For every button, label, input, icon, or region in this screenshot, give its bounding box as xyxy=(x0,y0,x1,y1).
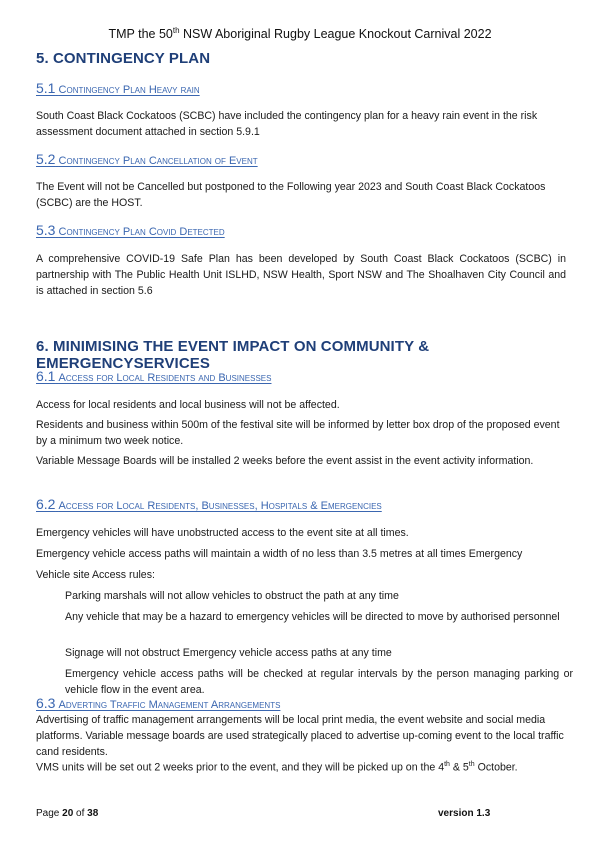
section-5-heading: 5. CONTINGENCY PLAN xyxy=(36,50,211,67)
section-6-3-heading: 6.3 Adverting Traffic Management Arrangements xyxy=(36,695,281,711)
access-rule-item: Any vehicle that may be a hazard to emergency vehicles will be directed to move by authorised personnel xyxy=(65,611,560,623)
section-5-3-body: A comprehensive COVID-19 Safe Plan has been developed by South Coast Black Cockatoos (SCBC) in partnership with The Public Health Unit ISLHD, NSW Health, Sport NSW and The Shoalhaven City Council and is attached in section 5.6 xyxy=(36,253,566,297)
section-6-2-p2: Emergency vehicle access paths will maintain a width of no less than 3.5 metres at all times Emergency xyxy=(36,548,523,560)
section-5-2-body: The Event will not be Cancelled but postponed to the Following year 2023 and South Coast Black Cockatoos (SCBC) are the HOST. xyxy=(36,181,546,209)
section-6-heading: 6. MINIMISING THE EVENT IMPACT ON COMMUNITY & EMERGENCYSERVICES xyxy=(36,338,430,372)
section-6-2-p3: Vehicle site Access rules: xyxy=(36,569,155,581)
section-6-1-p1: Access for local residents and local business will not be affected. xyxy=(36,399,340,411)
section-5-1-body: South Coast Black Cockatoos (SCBC) have included the contingency plan for a heavy rain event in the risk assessment document attached in section 5.9.1 xyxy=(36,110,538,138)
footer-version: version 1.3 xyxy=(438,808,491,819)
section-6-1-heading: 6.1 Access for Local Residents and Businesses xyxy=(36,368,272,384)
header-title: TMP the 50th NSW Aboriginal Rugby League Knockout Carnival 2022 xyxy=(108,26,492,42)
section-6-2-p1: Emergency vehicles will have unobstructed access to the event site at all times. xyxy=(36,527,409,539)
section-6-1-p3: Variable Message Boards will be installed 2 weeks before the event assist in the event activity information. xyxy=(36,455,534,467)
access-rule-item: Signage will not obstruct Emergency vehicle access paths at any time xyxy=(65,647,392,659)
access-rule-item: Parking marshals will not allow vehicles to obstruct the path at any time xyxy=(65,590,399,602)
footer-page-number: Page 20 of 38 xyxy=(36,808,99,819)
section-5-2-heading: 5.2 Contingency Plan Cancellation of Event xyxy=(36,151,258,167)
section-5-1-heading: 5.1 Contingency Plan Heavy rain xyxy=(36,80,200,96)
section-6-2-heading: 6.2 Access for Local Residents, Businesses, Hospitals & Emergencies xyxy=(36,496,382,512)
section-6-3-p1: Advertising of traffic management arrangements will be local print media, the event website and social media platforms. Variable message boards are used strategically placed to advertise up-coming event to the local traffic cand residents. xyxy=(36,714,564,758)
section-5-3-heading: 5.3 Contingency Plan Covid Detected xyxy=(36,222,225,238)
section-6-1-p2: Residents and business within 500m of the festival site will be informed by letter box drop of the proposed event by a minimum two week notice. xyxy=(36,419,560,447)
section-6-3-p2: VMS units will be set out 2 weeks prior to the event, and they will be picked up on the 4th & 5th October. xyxy=(36,761,518,774)
access-rule-item: Emergency vehicle access paths will be checked at regular intervals by the person managing parking or vehicle flow in the event area. xyxy=(65,668,573,696)
